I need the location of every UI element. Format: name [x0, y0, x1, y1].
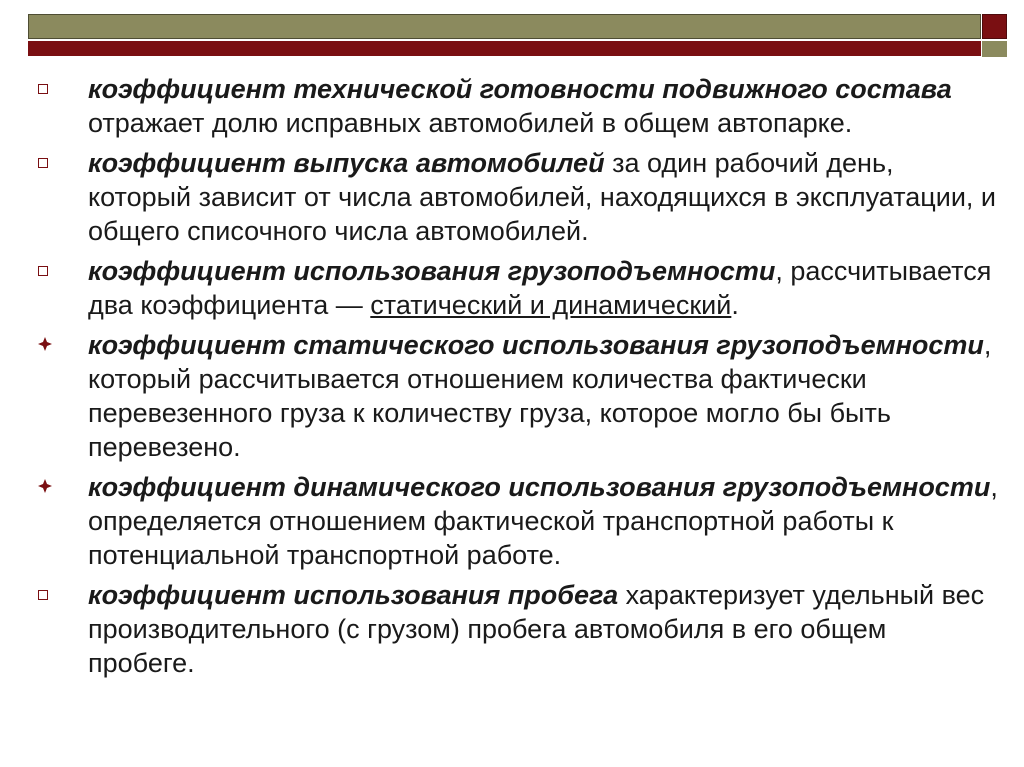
term: коэффициент использования пробега [88, 580, 619, 610]
term: коэффициент выпуска автомобилей [88, 148, 605, 178]
square-bullet-icon [38, 590, 48, 600]
term: коэффициент динамического использования грузоподъемности [88, 472, 991, 502]
description: за один рабочий день, который зависит от числа автомобилей, находящихся в эксплуатации, и общего списочного числа автомобилей. [88, 148, 996, 246]
header-band-red [28, 41, 981, 56]
underlined-phrase: статический и динамический [370, 290, 732, 320]
term: коэффициент статического использования грузоподъемности [88, 330, 984, 360]
bullet-list [38, 72, 998, 686]
diamond-bullet-icon [38, 337, 52, 351]
list-item [38, 470, 998, 572]
list-item [38, 146, 998, 248]
list-item [38, 328, 998, 464]
corner-square-red [982, 14, 1007, 39]
description: , который рассчитывается отношением количества фактически перевезенного груза к количеству груза, которое могло бы быть перевезено. [88, 330, 992, 462]
header-band-olive [28, 14, 981, 39]
term: коэффициент технической готовности подвижного состава [88, 74, 952, 104]
list-item [38, 578, 998, 680]
square-bullet-icon [38, 158, 48, 168]
list-item [38, 254, 998, 322]
square-bullet-icon [38, 84, 48, 94]
description-tail: . [731, 290, 739, 320]
diamond-bullet-icon [38, 479, 52, 493]
description: , определяется отношением фактической транспортной работы к потенциальной транспортной работе. [88, 472, 998, 570]
description: характеризует удельный вес производительного (с грузом) пробега автомобиля в его общем пробеге. [88, 580, 985, 678]
description: , рассчитывается два коэффициента — [88, 256, 992, 320]
square-bullet-icon [38, 266, 48, 276]
header-band [28, 14, 981, 57]
description: отражает долю исправных автомобилей в общем автопарке. [88, 108, 853, 138]
corner-square-olive [982, 41, 1007, 57]
list-item [38, 72, 998, 140]
term: коэффициент использования грузоподъемности [88, 256, 776, 286]
